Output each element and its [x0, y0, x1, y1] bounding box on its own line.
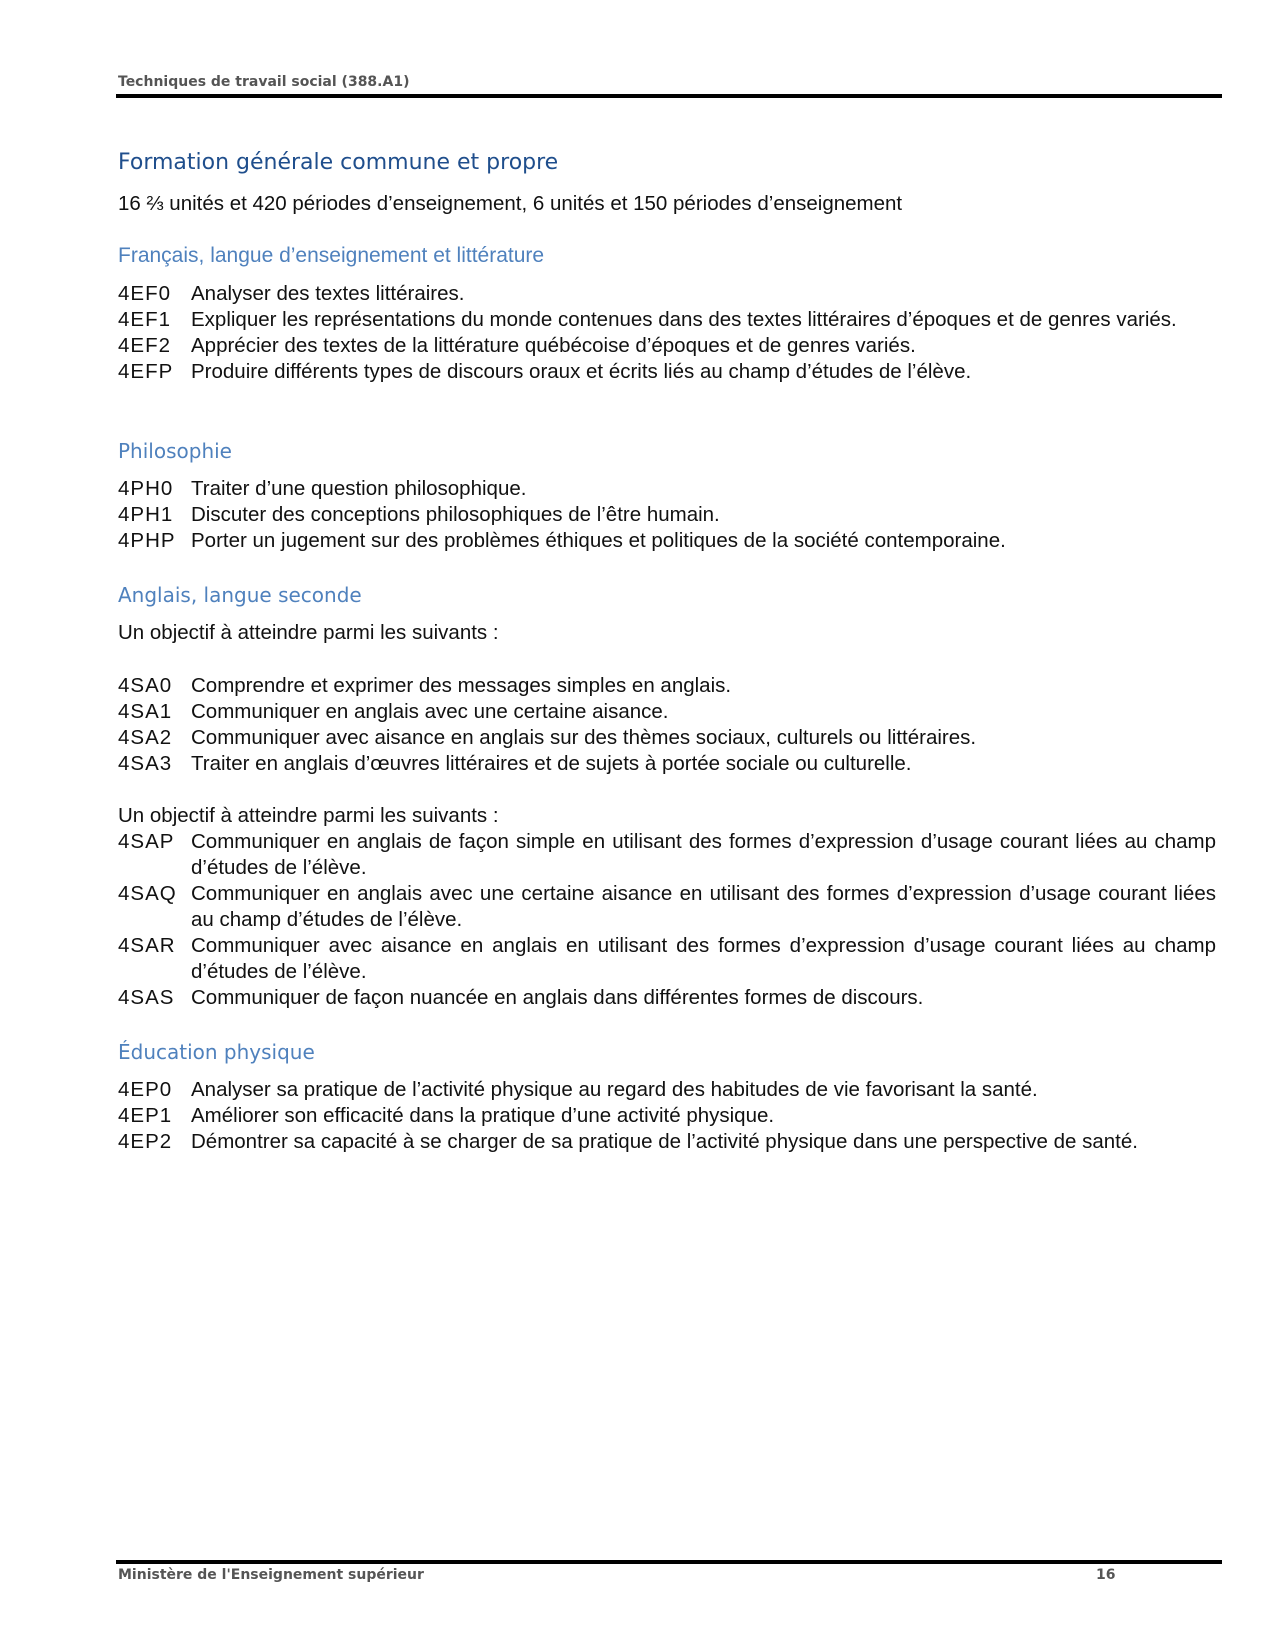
list-item — [118, 725, 1216, 751]
objective-text: Communiquer en anglais avec une certaine aisance en utilisant des formes d’expression d’usage courant liées au champ d’études de l’élève. — [191, 882, 1216, 931]
objective-text: Apprécier des textes de la littérature québécoise d’époques et de genres variés. — [191, 334, 916, 357]
objective-text: Traiter en anglais d’œuvres littéraires et de sujets à portée sociale ou culturelle. — [191, 752, 912, 775]
objective-text: Communiquer avec aisance en anglais en utilisant des formes d’expression d’usage courant liées au champ d’études de l’élève. — [191, 934, 1216, 983]
objective-code: 4PH0 — [118, 477, 174, 500]
objective-code: 4SAS — [118, 986, 175, 1009]
footer-rule — [116, 1560, 1222, 1564]
intro-anglais-1: Un objectif à atteindre parmi les suivants : — [118, 621, 499, 644]
list-item — [118, 333, 1216, 359]
objective-text: Expliquer les représentations du monde contenues dans des textes littéraires d’époques et de genres variés. — [191, 308, 1177, 331]
objective-code: 4SA3 — [118, 752, 173, 775]
list-item — [118, 1077, 1216, 1103]
objective-text: Comprendre et exprimer des messages simples en anglais. — [191, 674, 732, 697]
header-rule — [116, 94, 1222, 98]
objective-code: 4EF0 — [118, 282, 171, 305]
objective-text: Traiter d’une question philosophique. — [191, 477, 527, 500]
objective-code: 4PH1 — [118, 503, 174, 526]
objective-code: 4SA2 — [118, 726, 173, 749]
list-item — [118, 1129, 1216, 1155]
objective-code: 4SAQ — [118, 882, 177, 905]
page-number: 16 — [1096, 1567, 1116, 1583]
page-title: Formation générale commune et propre — [118, 150, 559, 175]
objective-code: 4EP2 — [118, 1130, 173, 1153]
list-item — [118, 502, 1216, 528]
section-heading-francais: Français, langue d’enseignement et littérature — [118, 244, 545, 267]
footer-ministry: Ministère de l'Enseignement supérieur — [118, 1567, 424, 1583]
list-item — [118, 985, 1216, 1011]
objective-code: 4EP0 — [118, 1078, 173, 1101]
running-header: Techniques de travail social (388.A1) — [118, 74, 410, 90]
list-item — [118, 751, 1216, 777]
objective-text: Discuter des conceptions philosophiques de l’être humain. — [191, 503, 720, 526]
intro-anglais-2: Un objectif à atteindre parmi les suivants : — [118, 804, 499, 827]
list-item — [118, 281, 1216, 307]
objective-code: 4SAP — [118, 830, 175, 853]
objective-code: 4SA0 — [118, 674, 173, 697]
list-item — [118, 307, 1216, 333]
objective-text: Améliorer son efficacité dans la pratique d’une activité physique. — [191, 1104, 775, 1127]
units-summary: 16 ⅔ unités et 420 périodes d’enseignement, 6 unités et 150 périodes d’enseignement — [118, 192, 903, 215]
list-item — [118, 881, 1216, 933]
objective-code: 4PHP — [118, 529, 176, 552]
objective-code: 4EF2 — [118, 334, 171, 357]
objective-text: Analyser sa pratique de l’activité physique au regard des habitudes de vie favorisant la santé. — [191, 1078, 1038, 1101]
list-item — [118, 933, 1216, 985]
section-heading-philosophie: Philosophie — [118, 439, 232, 463]
list-anglais-2 — [118, 829, 1216, 1011]
list-francais — [118, 281, 1216, 385]
objective-text: Porter un jugement sur des problèmes éthiques et politiques de la société contemporaine. — [191, 529, 1006, 552]
list-item — [118, 1103, 1216, 1129]
section-heading-anglais: Anglais, langue seconde — [118, 583, 362, 607]
objective-text: Communiquer en anglais avec une certaine aisance. — [191, 700, 669, 723]
objective-text: Démontrer sa capacité à se charger de sa pratique de l’activité physique dans une perspective de santé. — [191, 1130, 1138, 1153]
objective-code: 4EF1 — [118, 308, 171, 331]
section-heading-education: Éducation physique — [118, 1040, 315, 1064]
objective-text: Communiquer avec aisance en anglais sur des thèmes sociaux, culturels ou littéraires. — [191, 726, 977, 749]
list-anglais-1 — [118, 673, 1216, 777]
list-item — [118, 699, 1216, 725]
objective-text: Analyser des textes littéraires. — [191, 282, 465, 305]
list-item — [118, 829, 1216, 881]
list-philosophie — [118, 476, 1216, 554]
objective-code: 4SA1 — [118, 700, 173, 723]
list-item — [118, 673, 1216, 699]
objective-code: 4SAR — [118, 934, 176, 957]
list-item — [118, 528, 1216, 554]
objective-text: Communiquer de façon nuancée en anglais dans différentes formes de discours. — [191, 986, 924, 1009]
list-item — [118, 359, 1216, 385]
objective-code: 4EP1 — [118, 1104, 173, 1127]
list-education — [118, 1077, 1216, 1155]
objective-text: Communiquer en anglais de façon simple en utilisant des formes d’expression d’usage courant liées au champ d’études de l’élève. — [191, 830, 1216, 879]
objective-code: 4EFP — [118, 360, 174, 383]
objective-text: Produire différents types de discours oraux et écrits liés au champ d’études de l’élève. — [191, 360, 972, 383]
list-item — [118, 476, 1216, 502]
